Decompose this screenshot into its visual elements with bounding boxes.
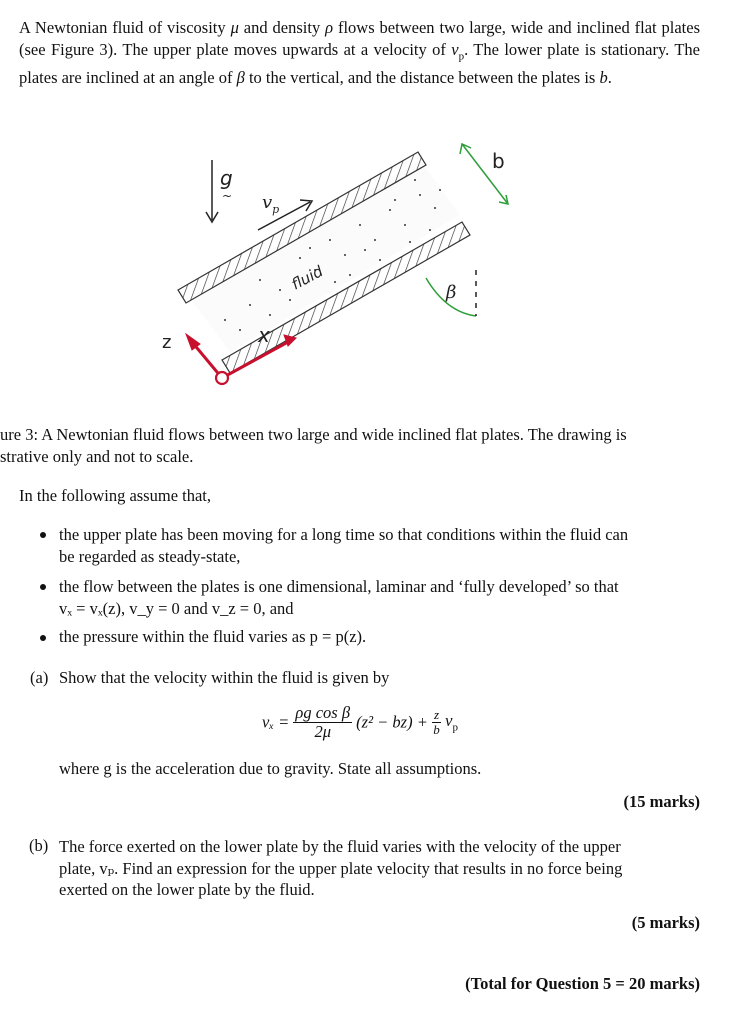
caption-line-1: ure 3: A Newtonian fluid flows between two large and wide inclined flat plates. The drawing is: [0, 425, 627, 444]
origin-marker: [216, 372, 228, 384]
bullet-dot-1: [40, 532, 46, 538]
bullet-dot-3: [40, 635, 46, 641]
symbol-b: b: [599, 68, 608, 88]
intro-text-5: to the vertical, and the distance between the plates is: [248, 68, 596, 88]
eq-frac-1-den: 2μ: [314, 722, 331, 741]
bullet-2-line-2: vₓ = vₓ(z), v_y = 0 and v_z = 0, and: [59, 598, 294, 618]
intro-text-2: and density: [243, 18, 321, 37]
z-axis-arrow: [186, 334, 222, 378]
label-b: b: [492, 149, 505, 173]
eq-frac-1: [293, 704, 352, 741]
figure-3-sketch: [150, 130, 530, 400]
part-b-marks: (5 marks): [631, 913, 700, 932]
symbol-beta: β: [236, 68, 245, 88]
label-z: z: [162, 332, 172, 353]
label-x: x: [258, 323, 270, 347]
label-fluid: fluid: [288, 262, 326, 294]
intro-paragraph: [19, 17, 700, 89]
eq-end-sub: p: [452, 721, 458, 734]
intro-text-3: flows between two large, wide and inclined flat plates (see Figure 3). The upper plate moves upwards at a velocity of: [19, 18, 701, 59]
bullet-dot-2: [40, 584, 46, 590]
part-b-line-2: plate, vₚ. Find an expression for the upper plate velocity that results in no force being: [59, 858, 623, 878]
intro-text-1: A Newtonian fluid of viscosity: [19, 18, 226, 37]
part-a-where: where g is the acceleration due to gravity. State all assumptions.: [59, 759, 482, 778]
part-a-label: (a): [30, 668, 49, 687]
eq-end: [445, 711, 458, 734]
figure-caption: [0, 424, 705, 468]
eq-frac-2-num: z: [433, 707, 440, 722]
bullet-1-line-1: the upper plate has been moving for a long time so that conditions within the fluid can: [59, 525, 629, 544]
intro-text-6: .: [607, 68, 612, 88]
bullet-2: [59, 576, 700, 619]
eq-frac-2-den: b: [433, 722, 440, 737]
bullet-3: the pressure within the fluid varies as p = p(z).: [59, 627, 367, 646]
label-vp-sub: p: [272, 203, 280, 216]
part-a-text: Show that the velocity within the fluid is given by: [59, 668, 390, 687]
caption-line-2: strative only and not to scale.: [0, 447, 194, 466]
assume-lead: In the following assume that,: [19, 486, 212, 505]
eq-middle: (z² − bz) +: [356, 712, 428, 732]
part-b-line-3: exerted on the lower plate by the fluid.: [59, 880, 315, 899]
label-vp: [262, 192, 279, 216]
eq-end-v: v: [445, 711, 453, 731]
bullet-1: [59, 524, 700, 567]
part-b-line-1: The force exerted on the lower plate by the fluid varies with the velocity of the upper: [59, 837, 621, 856]
symbol-vp: v: [451, 39, 459, 59]
part-a-marks: (15 marks): [623, 792, 700, 811]
gravity-arrow: [206, 160, 218, 222]
eq-frac-1-num: ρg cos β: [295, 703, 351, 722]
bullet-2-line-1: the flow between the plates is one dimensional, laminar and ‘fully developed’ so that: [59, 577, 619, 596]
label-g: g: [220, 166, 233, 190]
total-marks: (Total for Question 5 = 20 marks): [465, 974, 700, 993]
intro-text-4: . The lower plate is stationary. The plates are inclined at an angle of: [19, 39, 701, 88]
symbol-vp-sub: p: [458, 49, 465, 62]
label-beta: β: [446, 282, 457, 303]
part-b-text: [59, 836, 700, 901]
label-vp-main: v: [262, 192, 273, 213]
eq-frac-2: [432, 708, 441, 737]
eq-lhs: vₓ =: [262, 712, 290, 732]
symbol-rho: ρ: [325, 18, 334, 37]
bullet-1-line-2: be regarded as steady-state,: [59, 546, 241, 566]
symbol-mu: μ: [230, 18, 239, 37]
label-g-tilde: ~: [222, 189, 233, 203]
part-b-label: (b): [29, 836, 49, 855]
velocity-equation: [262, 704, 458, 741]
